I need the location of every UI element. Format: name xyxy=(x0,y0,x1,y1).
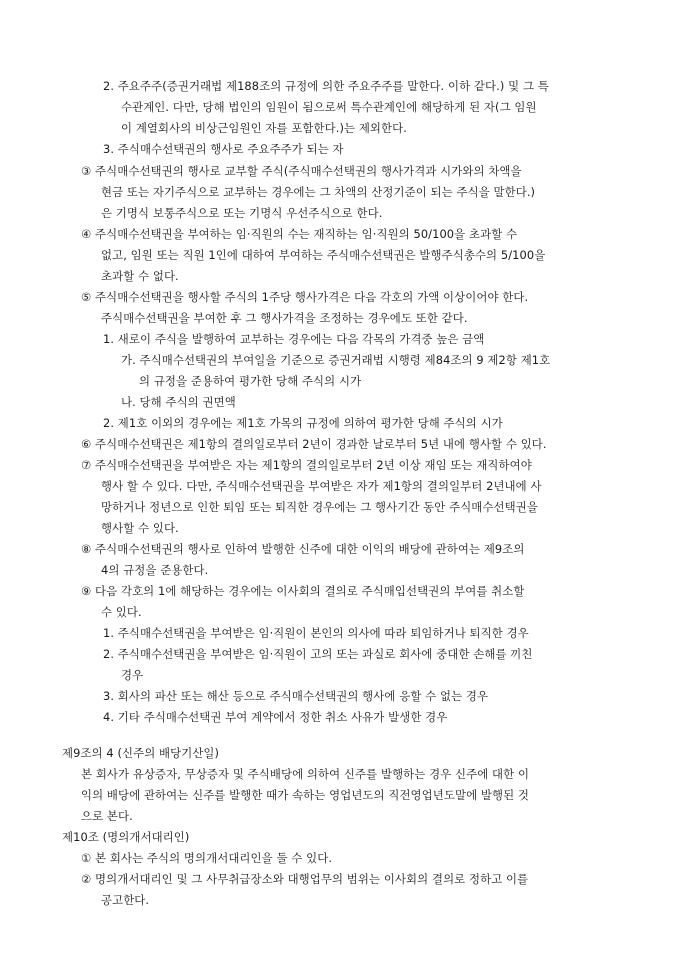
text-line: 수 있다. xyxy=(101,605,142,619)
article-heading: 제10조 (명의개서대리인) xyxy=(62,830,190,844)
text-line: 주식매수선택권을 부여한 후 그 행사가격을 조정하는 경우에도 또한 같다. xyxy=(101,311,468,325)
text-line: 2. 주요주주(증권거래법 제188조의 규정에 의한 주요주주를 말한다. 이하 같다.) 및 그 특 xyxy=(103,79,549,93)
text-line: ⑧ 주식매수선택권의 행사로 인하여 발행한 신주에 대한 이익의 배당에 관하여는 제9조의 xyxy=(81,542,525,556)
text-line: 3. 회사의 파산 또는 해산 등으로 주식매수선택권의 행사에 응할 수 없는 경우 xyxy=(103,689,489,703)
text-line: 망하거나 정년으로 인한 퇴임 또는 퇴직한 경우에는 그 행사기간 동안 주식매수선택권을 xyxy=(101,500,538,514)
text-line: 으로 본다. xyxy=(81,809,133,823)
text-line: 1. 새로이 주식을 발행하여 교부하는 경우에는 다음 각목의 가격중 높은 금액 xyxy=(103,332,485,346)
text-line: ⑥ 주식매수선택권은 제1항의 결의일로부터 2년이 경과한 날로부터 5년 내에 행사할 수 있다. xyxy=(81,437,547,451)
article-heading: 제9조의 4 (신주의 배당기산일) xyxy=(62,746,220,760)
text-line: ⑨ 다음 각호의 1에 해당하는 경우에는 이사회의 결의로 주식매입선택권의 부여를 취소할 xyxy=(81,584,525,598)
text-line: 초과할 수 없다. xyxy=(101,269,179,283)
text-line: ① 본 회사는 주식의 명의개서대리인을 둘 수 있다. xyxy=(81,851,333,865)
text-line: 본 회사가 유상증자, 무상증자 및 주식배당에 의하여 신주를 발행하는 경우 신주에 대한 이 xyxy=(81,767,530,781)
text-line: 현금 또는 자기주식으로 교부하는 경우에는 그 차액의 산정기준이 되는 주식을 말한다.) xyxy=(101,185,536,199)
text-line: 4의 규정을 준용한다. xyxy=(101,563,209,577)
text-line: 없고, 임원 또는 직원 1인에 대하여 부여하는 주식매수선택권은 발행주식총수의 5/100을 xyxy=(101,248,546,262)
text-line: 경우 xyxy=(121,668,144,682)
text-line: 이 계열회사의 비상근임원인 자를 포함한다.)는 제외한다. xyxy=(121,121,407,135)
text-line: 2. 주식매수선택권을 부여받은 임·직원이 고의 또는 과실로 회사에 중대한 손해를 끼친 xyxy=(103,647,533,661)
text-line: 행사 할 수 있다. 다만, 주식매수선택권을 부여받은 자가 제1항의 결의일부터 2년내에 사 xyxy=(101,479,542,493)
text-line: 은 기명식 보통주식으로 또는 기명식 우선주식으로 한다. xyxy=(101,206,383,220)
text-line: 1. 주식매수선택권을 부여받은 임·직원이 본인의 의사에 따라 퇴임하거나 퇴직한 경우 xyxy=(103,626,529,640)
text-line: ⑤ 주식매수선택권을 행사할 주식의 1주당 행사가격은 다음 각호의 가액 이상이어야 한다. xyxy=(81,290,529,304)
text-line: 2. 제1호 이외의 경우에는 제1호 가목의 규정에 의하여 평가한 당해 주식의 시가 xyxy=(103,416,503,430)
text-line: ⑦ 주식매수선택권을 부여받은 자는 제1항의 결의일로부터 2년 이상 재임 또는 재직하여야 xyxy=(81,458,532,472)
text-line: 4. 기타 주식매수선택권 부여 계약에서 정한 취소 사유가 발생한 경우 xyxy=(103,710,448,724)
text-line: 가. 주식매수선택권의 부여일을 기준으로 증권거래법 시행령 제84조의 9 제2항 제1호 xyxy=(121,353,551,367)
text-line: 의 규정을 준용하여 평가한 당해 주식의 시가 xyxy=(139,374,362,388)
text-line: ③ 주식매수선택권의 행사로 교부할 주식(주식매수선택권의 행사가격과 시가와의 차액을 xyxy=(81,164,522,178)
text-line: ④ 주식매수선택권을 부여하는 임·직원의 수는 재직하는 임·직원의 50/100을 초과할 수 xyxy=(81,227,518,241)
text-line: 수관계인. 다만, 당해 법인의 임원이 됨으로써 특수관계인에 해당하게 된 자(그 임원 xyxy=(121,100,537,114)
text-line: 익의 배당에 관하여는 신주를 발행한 때가 속하는 영업년도의 직전영업년도말에 발행된 것 xyxy=(81,788,530,802)
text-line: 3. 주식매수선택권의 행사로 주요주주가 되는 자 xyxy=(103,142,344,156)
text-line: 행사할 수 있다. xyxy=(101,521,179,535)
text-line: ② 명의개서대리인 및 그 사무취급장소와 대행업무의 범위는 이사회의 결의로 정하고 이를 xyxy=(81,872,529,886)
text-line: 나. 당해 주식의 권면액 xyxy=(121,395,236,409)
text-line: 공고한다. xyxy=(101,893,150,907)
